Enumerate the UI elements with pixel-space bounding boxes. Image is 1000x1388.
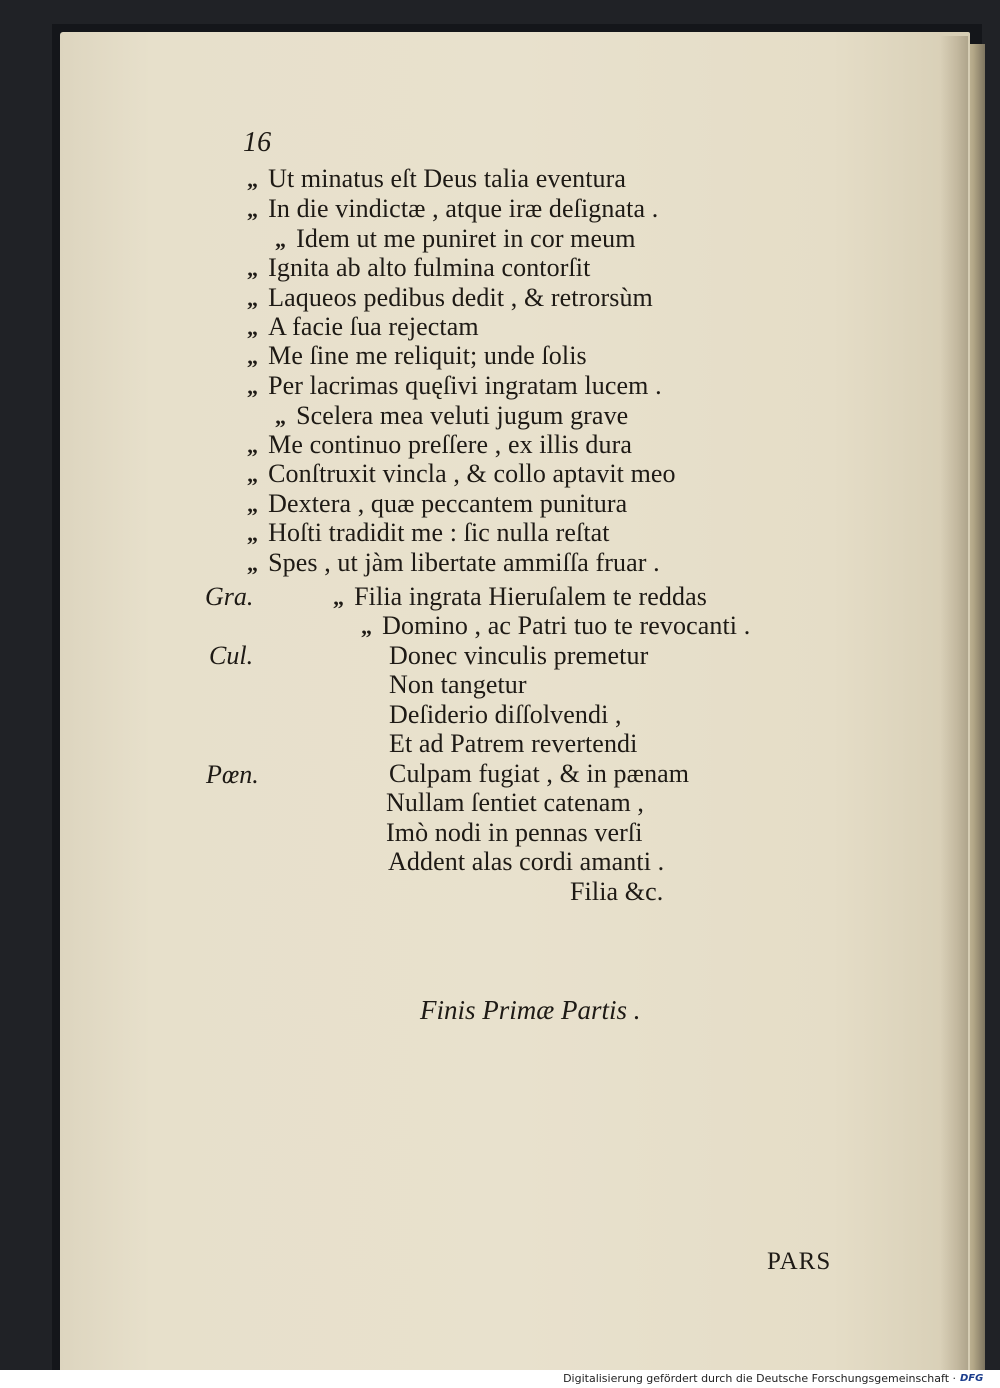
verse-line-text: Per lacrimas quęſivi ingratam lucem . <box>268 371 662 400</box>
quote-mark: „ <box>247 197 259 222</box>
quote-mark: „ <box>247 286 259 311</box>
dfg-logo: DFG <box>960 1373 984 1384</box>
verse-line-text: Et ad Patrem revertendi <box>389 729 638 758</box>
verse-line-text: Spes , ut jàm libertate ammiſſa fruar . <box>268 548 660 577</box>
quote-mark: „ <box>247 315 259 340</box>
finis-heading: Finis Primæ Partis . <box>420 995 641 1025</box>
speaker-gra: Gra. <box>205 582 254 611</box>
verse-line <box>247 430 632 461</box>
verse-line <box>247 341 587 372</box>
verse-line <box>247 548 660 579</box>
verse-line <box>389 759 689 789</box>
catchword: PARS <box>767 1248 832 1275</box>
verse-line <box>361 611 750 642</box>
verse-line-text: Imò nodi in pennas verſi <box>386 818 643 847</box>
verse-line-text: Scelera mea veluti jugum grave <box>296 401 629 430</box>
quote-mark: „ <box>247 492 259 517</box>
quote-mark: „ <box>247 374 259 399</box>
verse-line <box>386 788 644 818</box>
quote-mark: „ <box>361 614 373 639</box>
quote-mark: „ <box>247 344 259 369</box>
verse-line <box>247 283 653 314</box>
verse-line <box>247 459 676 490</box>
verse-line-text: Ignita ab alto fulmina contorſit <box>268 253 591 282</box>
verse-line-text: Me ſine me reliquit; unde ſolis <box>268 341 587 370</box>
verse-line-text: A facie ſua rejectam <box>268 312 479 341</box>
verse-line-text: Hoſti tradidit me : ſic nulla reſtat <box>268 518 610 547</box>
verse-line-text: Filia ingrata Hieruſalem te reddas <box>354 582 707 611</box>
verse-line-text: Ut minatus eſt Deus talia eventura <box>268 164 627 193</box>
verse-line-text: Culpam fugiat , & in pænam <box>389 759 690 788</box>
quote-mark: „ <box>275 404 287 429</box>
verse-line <box>388 847 664 877</box>
verse-line <box>389 670 527 700</box>
verse-line-text: Domino , ac Patri tuo te revocanti . <box>382 611 751 640</box>
verse-line-text: Donec vinculis premetur <box>389 641 649 670</box>
quote-mark: „ <box>247 256 259 281</box>
verse-line-text: Addent alas cordi amanti . <box>388 847 665 876</box>
footer-bar <box>0 1370 1000 1388</box>
verse-line-text: Conſtruxit vincla , & collo aptavit meo <box>268 459 676 488</box>
verse-line-text: Nullam ſentiet catenam , <box>386 788 644 817</box>
verse-line <box>275 401 628 432</box>
verse-line <box>389 641 648 671</box>
quote-mark: „ <box>333 585 345 610</box>
quote-mark: „ <box>247 551 259 576</box>
verse-line <box>247 164 626 195</box>
verse-line <box>333 582 707 613</box>
speaker-cul: Cul. <box>209 641 254 670</box>
footer-credit: Digitalisierung gefördert durch die Deutsche Forschungsgemeinschaft · <box>563 1372 956 1385</box>
verse-line-text: Dextera , quæ peccantem punitura <box>268 489 628 518</box>
verse-line <box>247 489 627 520</box>
quote-mark: „ <box>247 167 259 192</box>
verse-line <box>570 877 663 907</box>
page-number: 16 <box>243 127 272 158</box>
quote-mark: „ <box>275 227 287 252</box>
quote-mark: „ <box>247 462 259 487</box>
verse-line <box>247 194 658 225</box>
quote-mark: „ <box>247 433 259 458</box>
verse-line-text: Me continuo preſſere , ex illis dura <box>268 430 632 459</box>
speaker-poen: Pœn. <box>206 760 259 789</box>
verse-line <box>247 253 590 284</box>
page-fold-shadow <box>940 36 968 1370</box>
verse-line-text: Non tangetur <box>389 670 527 699</box>
verse-line-text: Idem ut me puniret in cor meum <box>296 224 636 253</box>
verse-line-text: Filia &c. <box>570 877 664 906</box>
quote-mark: „ <box>247 521 259 546</box>
verse-line <box>247 371 662 402</box>
verse-line-text: Laqueos pedibus dedit , & retrorsùm <box>268 283 653 312</box>
verse-line <box>389 700 622 730</box>
verse-line <box>275 224 636 255</box>
verse-line <box>389 729 637 759</box>
verse-line-text: In die vindictæ , atque iræ deſignata . <box>268 194 659 223</box>
verse-line <box>386 818 643 848</box>
verse-line-text: Deſiderio diſſolvendi , <box>389 700 622 729</box>
verse-line <box>247 518 610 549</box>
verse-line <box>247 312 479 343</box>
